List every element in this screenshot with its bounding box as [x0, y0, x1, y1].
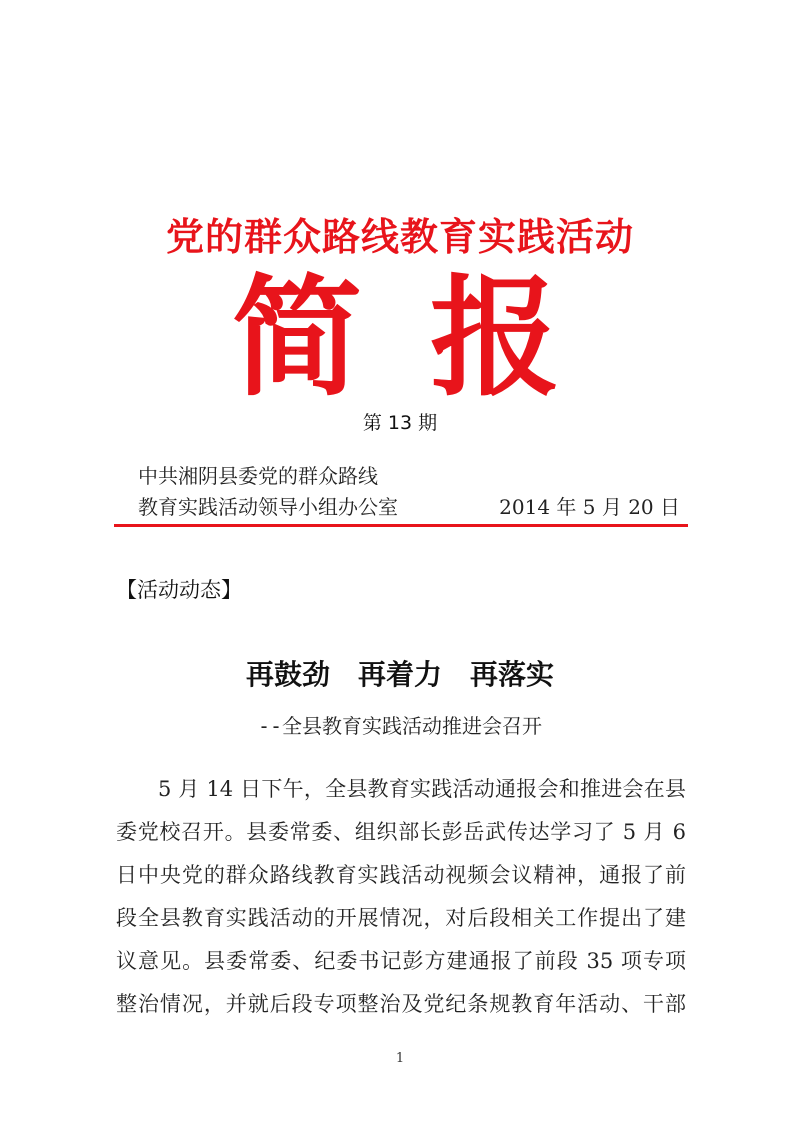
issuer-line-1: 中共湘阴县委党的群众路线	[138, 464, 378, 488]
bulletin-title	[0, 261, 800, 414]
body-line: 整治情况，并就后段专项整治及党纪条规教育年活动、干部	[116, 992, 686, 1016]
issue-date: 2014 年 5 月 20 日	[499, 495, 680, 519]
body-line: 5 月 14 日下午，全县教育实践活动通报会和推进会在县	[158, 777, 686, 801]
article-subtitle: --全县教育实践活动推进会召开	[257, 714, 543, 738]
header-red-divider	[114, 524, 688, 527]
issue-number: 第 13 期	[362, 412, 438, 434]
body-line: 委党校召开。县委常委、组织部长彭岳武传达学习了 5 月 6	[116, 820, 686, 844]
campaign-title: 党的群众路线教育实践活动	[165, 214, 634, 259]
body-line: 议意见。县委常委、纪委书记彭方建通报了前段 35 项专项	[116, 949, 686, 973]
article-body	[116, 768, 686, 1026]
article-title: 再鼓劲 再着力 再落实	[245, 658, 554, 691]
page-number: 1	[395, 1051, 405, 1066]
bulletin-title-char-1: 简	[231, 261, 370, 414]
issuer-line-2: 教育实践活动领导小组办公室	[138, 495, 398, 519]
bulletin-title-char-2: 报	[430, 261, 569, 414]
body-line: 段全县教育实践活动的开展情况，对后段相关工作提出了建	[116, 906, 686, 930]
section-tag: 【活动动态】	[116, 578, 242, 602]
body-line: 日中央党的群众路线教育实践活动视频会议精神，通报了前	[116, 863, 686, 887]
